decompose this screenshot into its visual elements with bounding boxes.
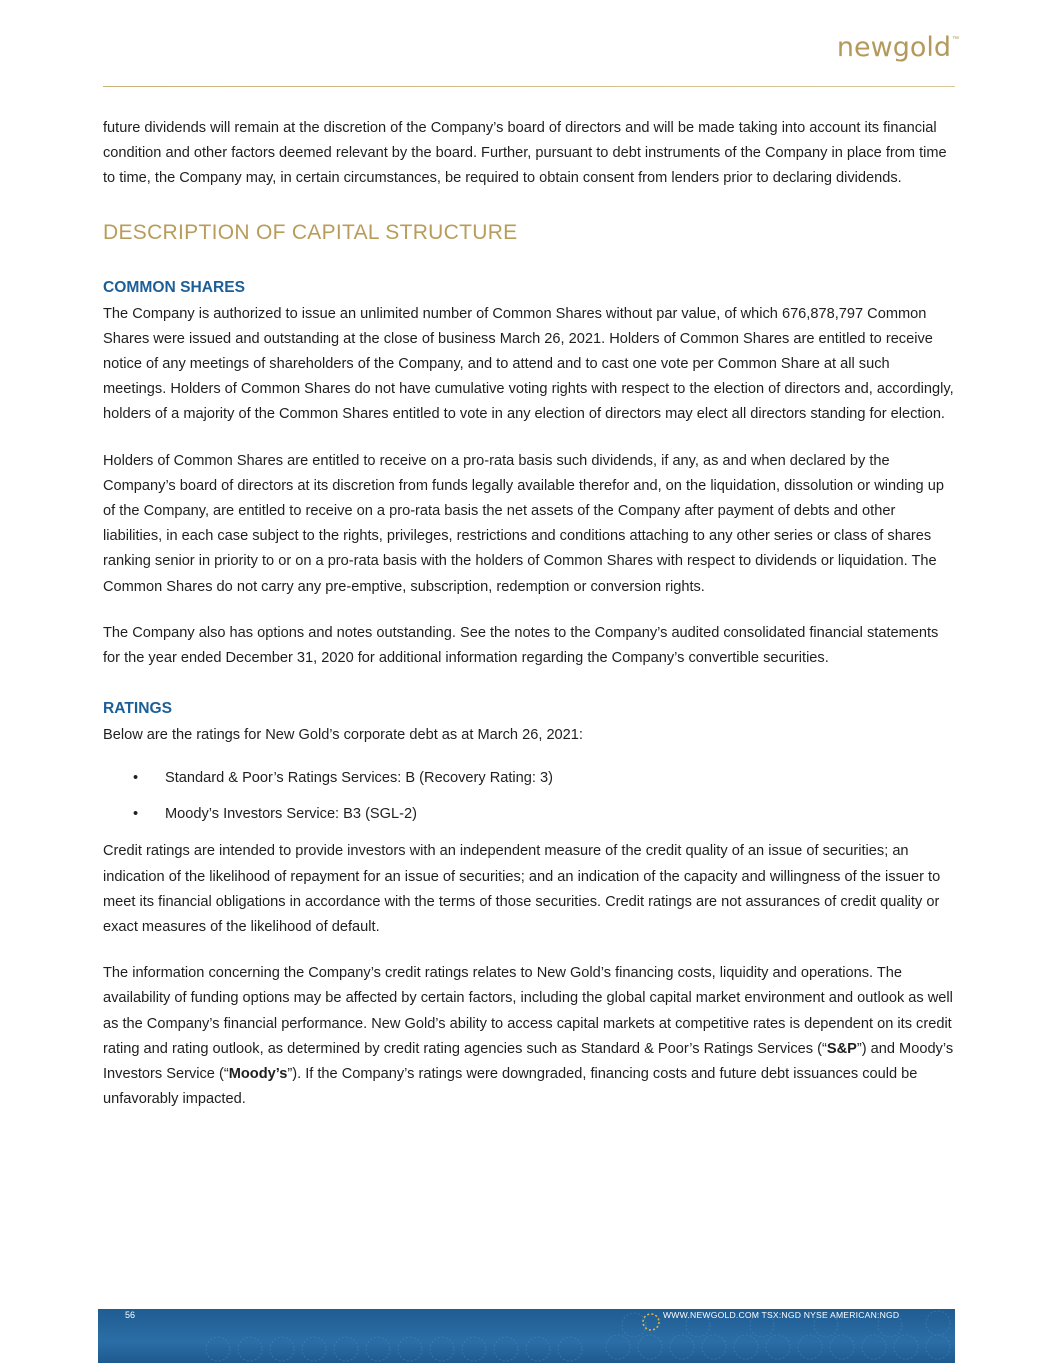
ratings-p2-part-b: ”) and Moody’s Investors Service (“ [103,1040,954,1083]
newgold-logo [837,34,959,61]
bullet-icon: • [133,806,139,823]
header-divider [103,86,955,87]
ratings-list [103,766,955,827]
common-shares-paragraph-2: Holders of Common Shares are entitled to receive on a pro-rata basis such dividends, if any, as and when declared by the Company’s board of directors at its discretion from funds legally available therefor and, on the liquidation, dissolution or winding up of the Company, are entitled to receive on a pro-rata basis the net assets of the Company after payment of debts and other liabilities, in each case subject to the rights, privileges, restrictions and conditions attaching to any other series or class of shares ranking senior in priority to or on a pro-rata basis with the holders of Common Shares with respect to dividends or liquidation. The Common Shares do not carry any pre-emptive, subscription, redemption or conversion rights. [103,452,944,595]
list-item [103,802,955,827]
list-item [103,766,955,791]
section-title: DESCRIPTION OF CAPITAL STRUCTURE [103,220,518,244]
common-shares-heading: COMMON SHARES [103,278,246,296]
ratings-paragraph-2 [103,961,955,1112]
footer-contact: WWW.NEWGOLD.COM TSX:NGD NYSE AMERICAN:NGD [663,1310,900,1320]
logo-wordmark: newgold [836,32,951,63]
rating-moodys: Moody’s Investors Service: B3 (SGL-2) [165,806,417,823]
gold-ring-icon [638,1310,664,1332]
ratings-heading: RATINGS [103,700,173,718]
ratings-p2-part-c: ”). If the Company’s ratings were downgraded, financing costs and future debt issuances could be unfavorably impacted. [103,1066,918,1108]
logo-trademark: ™ [952,36,959,43]
ratings-p2-part-a: The information concerning the Company’s credit ratings relates to New Gold’s financing costs, liquidity and operations. The availability of funding options may be affected by certain factors, including the global capital market environment and outlook as well as the Company’s financial performance. New Gold’s ability to access capital markets at competitive rates is dependent on its credit rating and rating outlook, as determined by credit rating agencies such as Standard & Poor’s Ratings Services (“ [103,965,953,1057]
page-footer [98,1309,955,1363]
common-shares-paragraph-3: The Company also has options and notes outstanding. See the notes to the Company’s audited consolidated financial statements for the year ended December 31, 2020 for additional information regarding the Company’s convertible securities. [103,624,939,667]
intro-paragraph: future dividends will remain at the discretion of the Company’s board of directors and will be made taking into account its financial condition and other factors deemed relevant by the board. Further, pursuant to debt instruments of the Company in place from time to time, the Company may, in certain circumstances, be required to obtain consent from lenders prior to declaring dividends. [103,120,947,187]
ratings-intro: Below are the ratings for New Gold’s corporate debt as at March 26, 2021: [103,727,583,744]
page-content [103,116,955,1112]
bullet-icon: • [133,770,139,787]
moodys-term: Moody’s [228,1066,288,1083]
sp-term: S&P [826,1040,857,1057]
common-shares-paragraph-1: The Company is authorized to issue an unlimited number of Common Shares without par value, of which 676,878,797 Common Shares were issued and outstanding at the close of business March 26, 2021. Holders of Common Shares are entitled to receive notice of any meetings of shareholders of the Company, and to attend and to cast one vote per Common Share at all such meetings. Holders of Common Shares do not have cumulative voting rights with respect to the election of directors and, accordingly, holders of a majority of the Common Shares entitled to vote in any election of directors may elect all directors standing for election. [103,305,954,423]
rating-sp: Standard & Poor’s Ratings Services: B (Recovery Rating: 3) [165,770,553,787]
page-number: 56 [125,1310,136,1320]
ratings-paragraph-1: Credit ratings are intended to provide investors with an independent measure of the credit quality of an issue of securities; an indication of the likelihood of repayment for an issue of securities; and an indication of the capacity and willingness of the issuer to meet its financial obligations in accordance with the terms of those securities. Credit ratings are not assurances of credit quality or exact measures of the likelihood of default. [103,843,941,936]
